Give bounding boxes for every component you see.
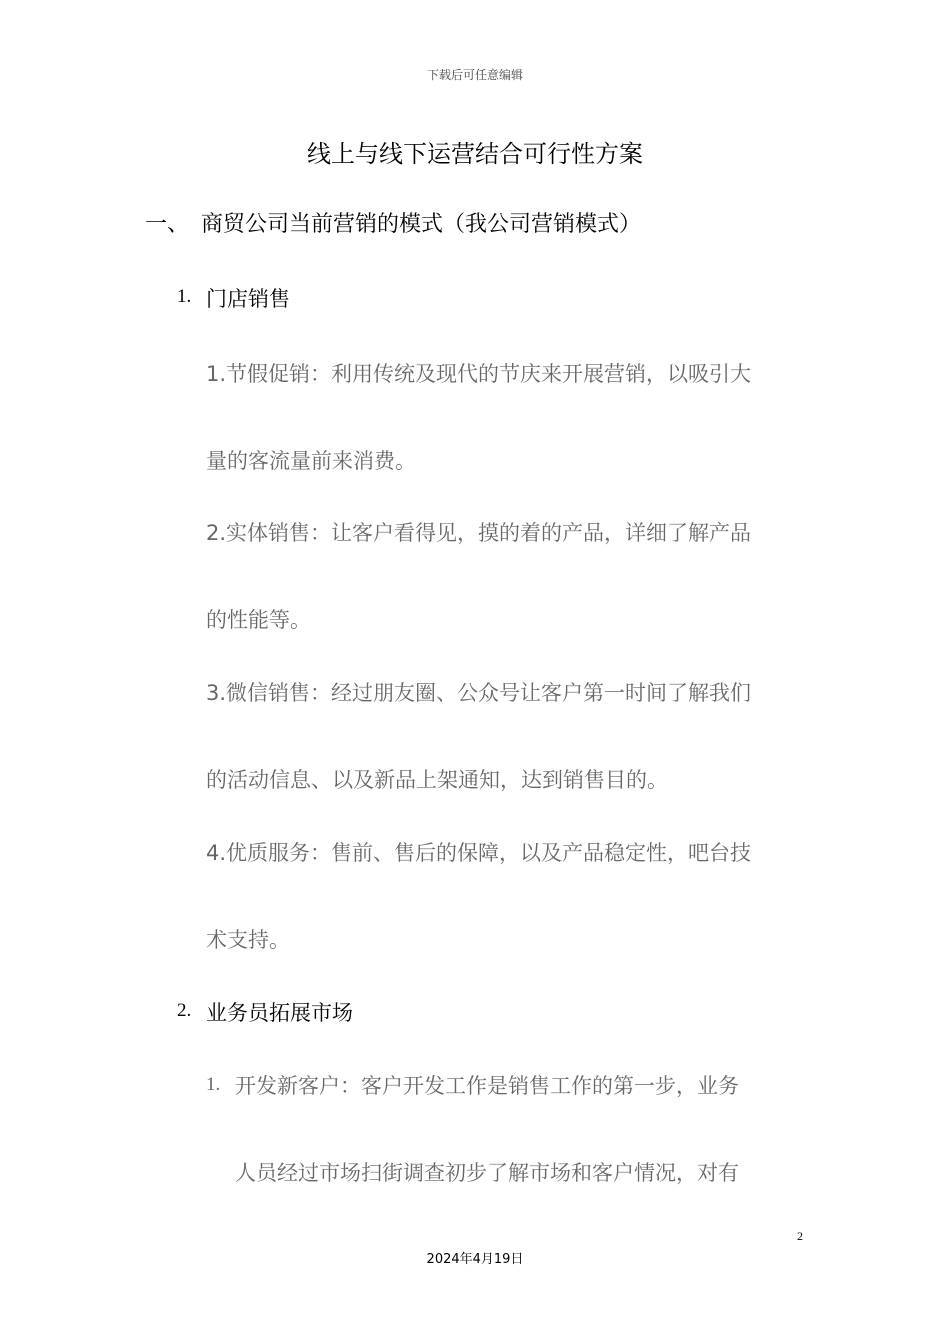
item-4-line-2: 术支持。	[206, 928, 290, 952]
item-3-line-2: 的活动信息、以及新品上架通知，达到销售目的。	[206, 768, 668, 792]
footer-date: 2024年4月19日	[426, 1252, 524, 1267]
section-1-heading: 商贸公司当前营销的模式（我公司营销模式）	[201, 212, 642, 237]
item-2-line-2: 的性能等。	[206, 608, 311, 632]
item-1-line-2: 量的客流量前来消费。	[206, 449, 416, 473]
subsection-1-number: 1.	[177, 286, 192, 307]
sub2-item-1-number: 1.	[206, 1074, 221, 1095]
sub2-item-1-line-2: 人员经过市场扫街调查初步了解市场和客户情况，对有	[235, 1161, 739, 1185]
item-4-line-1: 4.优质服务：售前、售后的保障，以及产品稳定性，吧台技	[206, 841, 752, 865]
section-1-marker: 一、	[145, 212, 190, 237]
subsection-1-heading: 门店销售	[206, 287, 290, 311]
subsection-2-number: 2.	[177, 1000, 192, 1021]
page-header: 下载后可任意编辑	[426, 68, 523, 82]
page-number: 2	[797, 1229, 803, 1243]
sub2-item-1-line-1: 开发新客户：客户开发工作是销售工作的第一步，业务	[235, 1074, 739, 1098]
item-3-line-1: 3.微信销售：经过朋友圈、公众号让客户第一时间了解我们	[206, 681, 752, 705]
item-1-line-1: 1.节假促销：利用传统及现代的节庆来开展营销，以吸引大	[206, 362, 752, 386]
subsection-2-heading: 业务员拓展市场	[206, 1001, 353, 1025]
document-title: 线上与线下运营结合可行性方案	[307, 140, 643, 168]
item-2-line-1: 2.实体销售：让客户看得见，摸的着的产品，详细了解产品	[206, 521, 752, 545]
